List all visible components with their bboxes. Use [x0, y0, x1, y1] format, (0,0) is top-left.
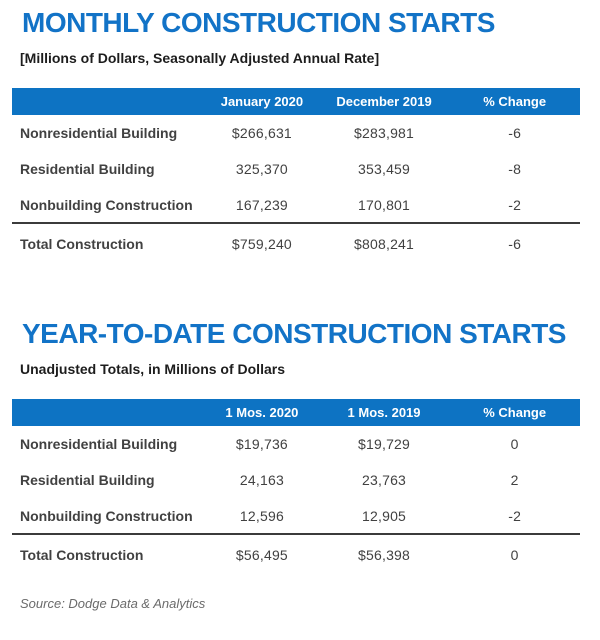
column-header-pct-change: % Change — [449, 88, 580, 115]
value-cell: $808,241 — [319, 223, 450, 263]
value-cell: $759,240 — [205, 223, 319, 263]
row-label: Total Construction — [12, 223, 205, 263]
table-row — [12, 115, 580, 151]
value-cell: 353,459 — [358, 161, 411, 177]
section-monthly — [0, 8, 600, 263]
value-cell: $266,631 — [231, 125, 292, 141]
value-cell: 170,801 — [358, 196, 411, 213]
row-label: Nonbuilding Construction — [20, 196, 193, 213]
ytd-subtitle: Unadjusted Totals, in Millions of Dollars — [20, 361, 285, 377]
ytd-title: YEAR-TO-DATE CONSTRUCTION STARTS — [22, 318, 566, 349]
report-page — [0, 8, 600, 640]
value-cell: 325,370 — [235, 161, 288, 177]
value-cell: 12,905 — [362, 507, 407, 524]
value-cell: 24,163 — [239, 472, 284, 488]
source-attribution: Source: Dodge Data & Analytics — [20, 596, 206, 611]
row-label: Nonresidential Building — [20, 436, 178, 452]
column-header-blank — [12, 88, 205, 115]
column-header-1mos-2019: 1 Mos. 2019 — [319, 399, 450, 426]
column-header-january-2020: January 2020 — [205, 88, 319, 115]
pct-change-cell: 0 — [510, 436, 519, 452]
monthly-table-header — [12, 88, 580, 115]
ytd-table — [12, 399, 580, 574]
row-label: Residential Building — [20, 161, 155, 177]
ytd-table-header — [12, 399, 580, 426]
column-header-blank — [12, 399, 205, 426]
value-cell: 23,763 — [362, 472, 407, 488]
table-row — [12, 151, 580, 187]
value-cell: $19,729 — [358, 436, 411, 452]
pct-change-cell: -6 — [508, 125, 522, 141]
value-cell: 167,239 — [235, 196, 288, 213]
row-label: Total Construction — [12, 534, 205, 574]
pct-change-cell: -8 — [508, 161, 522, 177]
pct-change-cell: 0 — [449, 534, 580, 574]
table-row-total — [12, 223, 580, 263]
monthly-table — [12, 88, 580, 263]
column-header-december-2019: December 2019 — [319, 88, 450, 115]
table-row-total — [12, 534, 580, 574]
value-cell: $56,398 — [319, 534, 450, 574]
pct-change-cell: -2 — [508, 196, 522, 213]
table-row — [12, 498, 580, 534]
value-cell: 12,596 — [239, 507, 284, 524]
column-header-pct-change: % Change — [449, 399, 580, 426]
row-label: Nonresidential Building — [20, 125, 178, 141]
monthly-subtitle: [Millions of Dollars, Seasonally Adjusted Annual Rate] — [20, 50, 380, 66]
row-label: Nonbuilding Construction — [20, 507, 193, 524]
row-label: Residential Building — [20, 472, 155, 488]
pct-change-cell: 2 — [510, 472, 519, 488]
value-cell: $19,736 — [235, 436, 288, 452]
value-cell: $56,495 — [205, 534, 319, 574]
section-year-to-date — [0, 319, 600, 574]
pct-change-cell: -2 — [508, 507, 522, 524]
column-header-1mos-2020: 1 Mos. 2020 — [205, 399, 319, 426]
table-row — [12, 426, 580, 462]
table-row — [12, 462, 580, 498]
pct-change-cell: -6 — [449, 223, 580, 263]
table-row — [12, 187, 580, 223]
value-cell: $283,981 — [354, 125, 415, 141]
monthly-title: MONTHLY CONSTRUCTION STARTS — [22, 7, 495, 38]
